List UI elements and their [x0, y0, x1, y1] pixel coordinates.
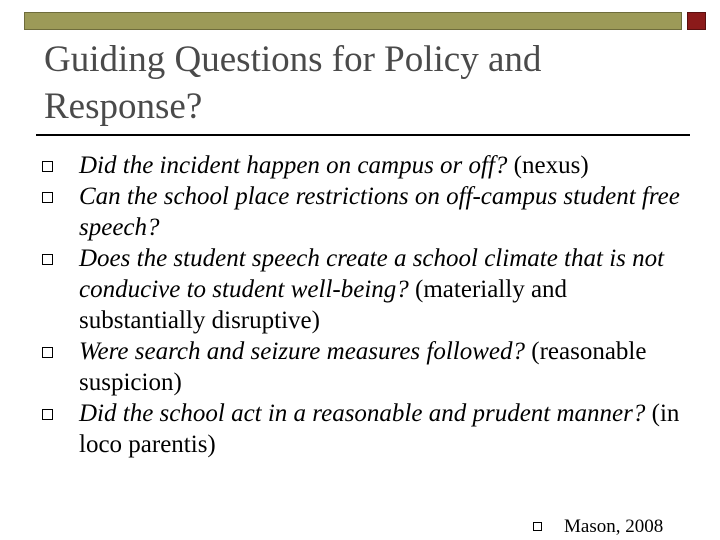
- square-bullet-icon: [533, 522, 542, 531]
- bullet-note: (nexus): [513, 152, 589, 179]
- bullet-item: [40, 150, 680, 181]
- bullet-item: [40, 243, 680, 336]
- square-bullet-icon: [42, 161, 53, 172]
- bullet-list: [40, 150, 680, 460]
- square-bullet-icon: [42, 192, 53, 203]
- title-divider: [36, 134, 690, 136]
- bullet-note: (reasonable suspicion): [79, 338, 647, 396]
- citation-text: Mason, 2008: [564, 516, 664, 537]
- bullet-question: Can the school place restrictions on off-campus student free speech?: [79, 183, 680, 241]
- bullet-item: [40, 398, 680, 460]
- corner-decorative-box: [687, 12, 706, 30]
- square-bullet-icon: [42, 347, 53, 358]
- square-bullet-icon: [42, 254, 53, 265]
- bullet-question: Does the student speech create a school climate that is not conducive to student well-being?: [79, 245, 665, 303]
- bullet-note: (in loco parentis): [79, 400, 680, 458]
- slide-title: Guiding Questions for Policy and Response?: [44, 39, 542, 127]
- citation: [533, 515, 663, 539]
- bullet-question: Did the school act in a reasonable and prudent manner?: [79, 400, 646, 427]
- bullet-item: [40, 336, 680, 398]
- bullet-question: Were search and seizure measures followed?: [79, 338, 526, 365]
- bullet-note: (materially and substantially disruptive): [79, 276, 568, 334]
- top-decorative-bar: [24, 12, 682, 30]
- bullet-item: [40, 181, 680, 243]
- square-bullet-icon: [42, 409, 53, 420]
- bullet-question: Did the incident happen on campus or off?: [79, 152, 508, 179]
